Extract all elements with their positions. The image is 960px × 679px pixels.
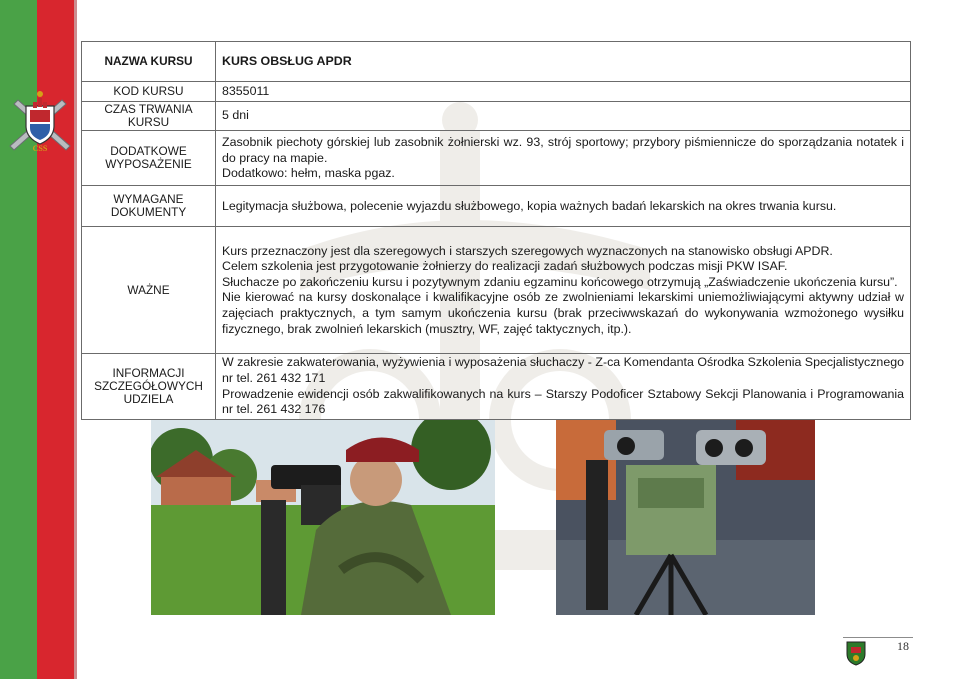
equipment-value xyxy=(216,131,911,186)
row-label: DODATKOWE WYPOSAŻENIE xyxy=(82,131,216,186)
table-row xyxy=(82,42,911,82)
svg-text:CSS: CSS xyxy=(32,144,48,153)
footer-divider xyxy=(843,637,913,638)
important-value xyxy=(216,227,911,354)
table-row xyxy=(82,354,911,419)
value-line: Nie kierować na kursy doskonalące i kwalifikacyjne osób ze zwolnieniami lekarskimi uniemożliwiającymi aktywny udział w zajęciach praktycznych, a tym samym ukończenia kursu (brak przeciwwskazań do wykonywania wzmożonego wysiłku fizycznego, brak zwolnień lekarskich (musztry, WF, zajęć taktycznych, itp.). xyxy=(222,290,904,336)
duration-value xyxy=(216,102,911,131)
value-line: Prowadzenie ewidencji osób zakwalifikowanych na kurs – Starszy Podoficer Sztabowy Sekcji Planowania i Programowania nr tel. 261 432 176 xyxy=(222,386,904,417)
row-label: KOD KURSU xyxy=(82,82,216,102)
course-name-value xyxy=(216,42,911,82)
table-row xyxy=(82,131,911,186)
soldier-observation-photo xyxy=(151,420,495,615)
value-line: Celem szkolenia jest przygotowanie żołnierzy do realizacji zadań służbowych podczas misji PKW ISAF. xyxy=(222,259,788,274)
table-row xyxy=(82,227,911,354)
documents-value xyxy=(216,186,911,227)
value-line: Słuchacze po zakończeniu kursu i pozytywnym zdaniu egzaminu końcowego otrzymują „Zaświadczenie ukończenia kursu”. xyxy=(222,274,898,289)
value-line: Kurs przeznaczony jest dla szeregowych i starszych szeregowych wyznaczonych na stanowisko obsługi APDR. xyxy=(222,243,833,258)
value-line: 5 dni xyxy=(222,108,249,123)
row-label: CZAS TRWANIA KURSU xyxy=(82,102,216,131)
value-line: 8355011 xyxy=(222,83,270,98)
table-row xyxy=(82,102,911,131)
table-row xyxy=(82,186,911,227)
footer-badge-icon xyxy=(845,640,867,666)
contact-info-value xyxy=(216,354,911,419)
row-label: WYMAGANE DOKUMENTY xyxy=(82,186,216,227)
value-line: W zakresie zakwaterowania, wyżywienia i wyposażenia słuchaczy - Z-ca Komendanta Ośrodka Szkolenia Specjalistycznego nr tel. 261 432 171 xyxy=(222,355,904,385)
row-label: INFORMACJI SZCZEGÓŁOWYCH UDZIELA xyxy=(82,354,216,419)
value-line: Zasobnik piechoty górskiej lub zasobnik żołnierski wz. 93, strój sportowy; przybory piśmiennicze do sporządzania notatek i do pracy na mapie. xyxy=(222,135,904,165)
course-info-table xyxy=(81,41,911,420)
value-line: KURS OBSŁUG APDR xyxy=(222,53,352,68)
stripe-shadow xyxy=(74,0,77,679)
unit-emblem-icon xyxy=(6,88,74,154)
value-line: Dodatkowo: hełm, maska pgaz. xyxy=(222,166,395,181)
apdr-device-photo xyxy=(556,420,815,615)
row-label: WAŻNE xyxy=(82,227,216,354)
row-label: NAZWA KURSU xyxy=(82,42,216,82)
table-row xyxy=(82,82,911,102)
course-code-value xyxy=(216,82,911,102)
page-number: 18 xyxy=(897,639,909,653)
value-line: Legitymacja służbowa, polecenie wyjazdu służbowego, kopia ważnych badań lekarskich na okres trwania kursu. xyxy=(222,198,837,213)
